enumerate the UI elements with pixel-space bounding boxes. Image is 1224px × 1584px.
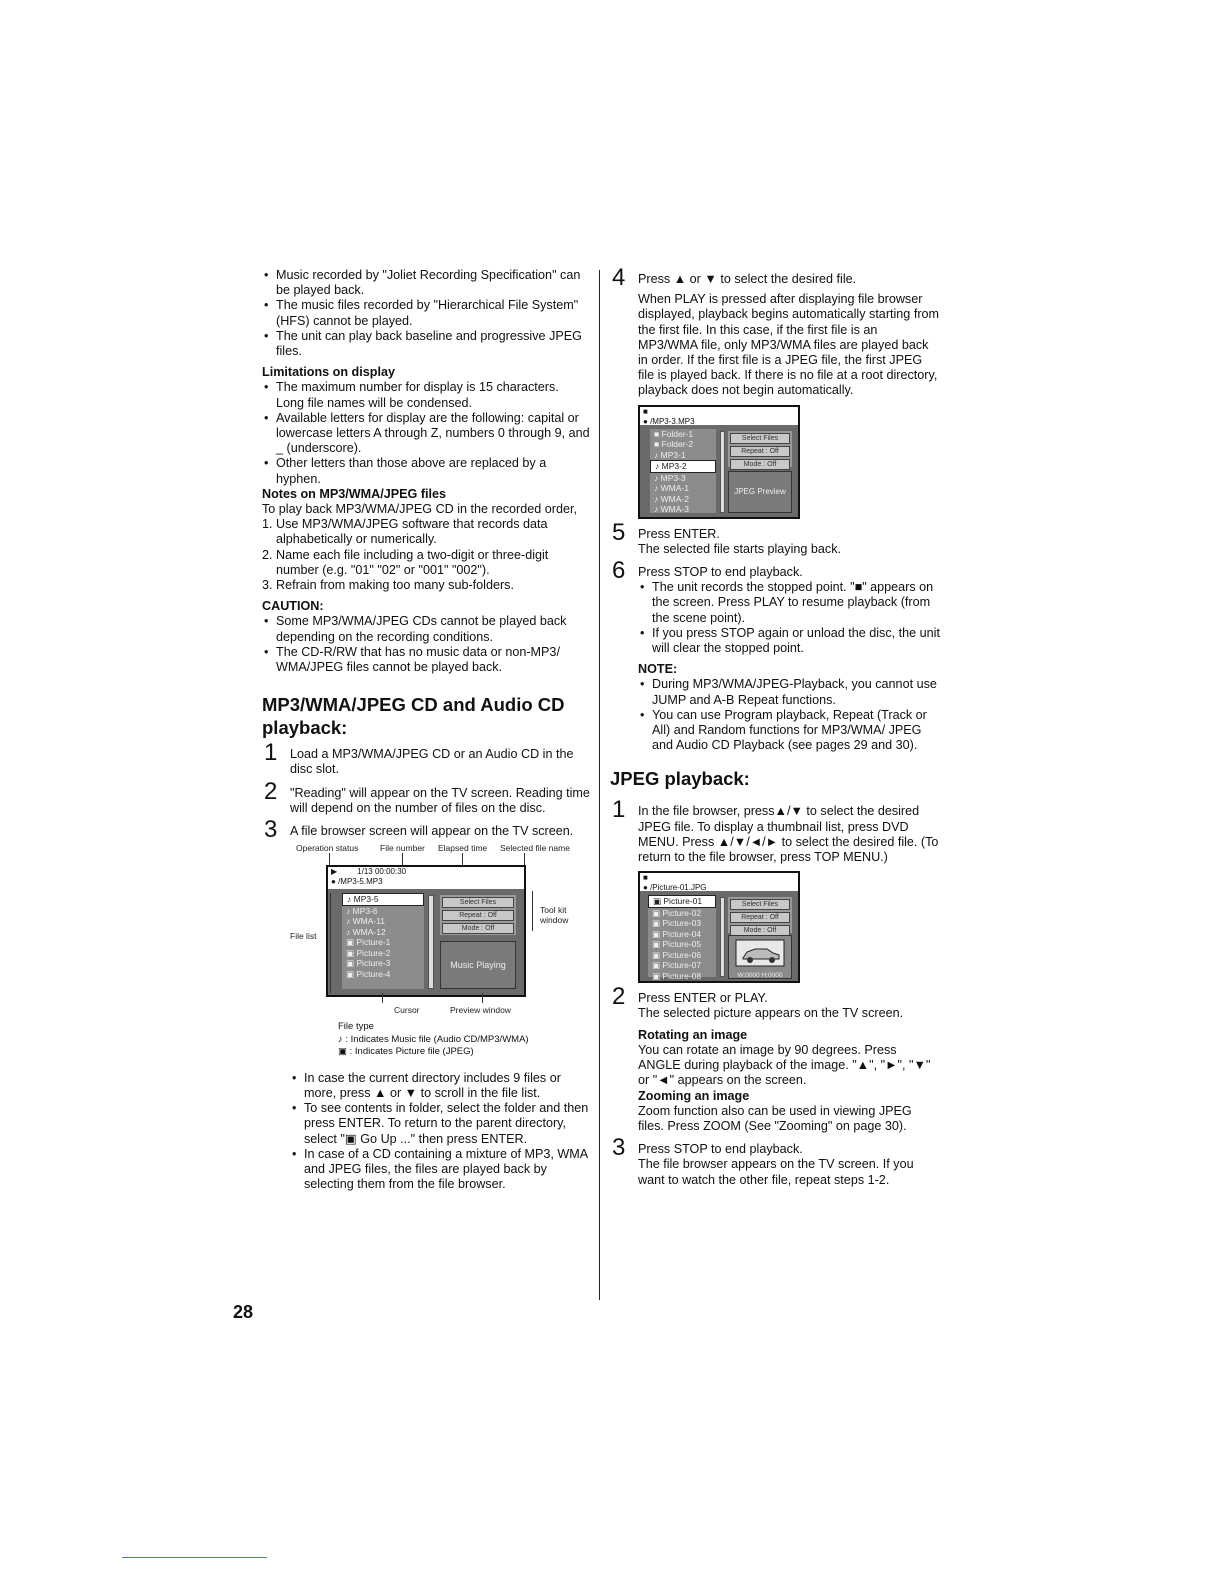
list-item: • Other letters than those above are replaced by a hyphen.	[262, 456, 590, 486]
list-item: • In case of a CD containing a mixture of MP3, WMA and JPEG files, the files are played back by selecting them from the file browser.	[290, 1147, 590, 1193]
file-type-music-text: : Indicates Music file (Audio CD/MP3/WMA)	[345, 1033, 529, 1045]
limits-bullets	[262, 380, 590, 486]
tool-kit-window	[440, 895, 516, 935]
note-heading: NOTE:	[638, 662, 678, 677]
item-text: Refrain from making too many sub-folders.	[276, 578, 514, 593]
tool-row[interactable]: Select Files	[442, 897, 514, 908]
file-type-heading: File type	[338, 1021, 374, 1033]
step-text: When PLAY is pressed after displaying file browser displayed, playback begins automatically starting from the first file. In this case, if the first file is an MP3/WMA file, only MP3/WMA files are played back in order. If the first file is a JPEG file, the first JPEG file is played back. If there is no file at a root directory, playback does not begin automatically.	[638, 292, 940, 398]
leader-line	[382, 993, 383, 1003]
left-column	[262, 268, 590, 1192]
step-number: 1	[264, 739, 278, 767]
list-item: • The maximum number for display is 15 characters. Long file names will be condensed.	[262, 380, 590, 410]
note-block	[610, 662, 940, 753]
picture-icon: ▣	[338, 1046, 347, 1058]
status-bar	[640, 873, 798, 891]
list-item	[262, 548, 590, 578]
item-number: 3.	[262, 578, 273, 593]
thumbnail-screen	[638, 871, 800, 983]
item-number: 2.	[262, 547, 273, 562]
section-title: MP3/WMA/JPEG CD and Audio CD playback:	[262, 694, 565, 739]
caution-heading: CAUTION:	[262, 599, 324, 614]
leader-line	[482, 993, 483, 1003]
list-item: • If you press STOP again or unload the disc, the unit will clear the stopped point.	[638, 626, 940, 656]
step-title: Press ENTER.	[638, 526, 720, 541]
list-item[interactable]: ▣ Picture-1	[346, 937, 391, 948]
tool-row[interactable]: Repeat : Off	[730, 912, 790, 923]
preview-window: Music Playing	[440, 941, 516, 989]
label-tool-kit-window: Tool kit window	[540, 905, 569, 926]
step6-bullets	[638, 580, 940, 656]
notes-list	[262, 517, 590, 593]
list-item[interactable]: ♪ WMA-12	[346, 926, 386, 937]
list-item[interactable]: ▣ Picture-02	[652, 907, 702, 918]
list-item[interactable]: ♪ MP3-2	[650, 460, 716, 473]
list-item	[262, 578, 590, 593]
file-list	[650, 429, 716, 513]
list-item[interactable]: ▣ Picture-2	[346, 947, 391, 958]
list-item[interactable]: ♪ WMA-11	[346, 916, 386, 927]
status-line: ■	[643, 406, 648, 416]
tool-row[interactable]: Repeat : Off	[730, 446, 790, 457]
file-browser-screen	[638, 405, 800, 519]
bracket-line	[330, 893, 331, 993]
label-file-list: File list	[290, 931, 317, 942]
status-filename: ● /Picture-01.JPG	[643, 883, 707, 893]
step-number: 3	[264, 816, 278, 844]
list-item: • To see contents in folder, select the folder and then press ENTER. To return to the parent directory, select "▣ Go Up ..." then press ENTER.	[290, 1101, 590, 1147]
status-filename: ● /MP3-3.MP3	[643, 416, 695, 426]
right-column	[610, 264, 940, 1188]
list-item[interactable]: ■ Folder-2	[654, 439, 694, 450]
list-item[interactable]: ♪ WMA-2	[654, 493, 689, 504]
step-text: The selected file starts playing back.	[638, 541, 842, 556]
step-4	[610, 264, 940, 399]
step-number: 5	[612, 518, 626, 546]
list-item: • The music files recorded by "Hierarchical File System" (HFS) cannot be played.	[262, 298, 590, 328]
limits-heading: Limitations on display	[262, 365, 395, 380]
file-list	[342, 893, 424, 989]
step-number: 1	[612, 796, 626, 824]
step-2	[262, 777, 590, 816]
step-title: Press STOP to end playback.	[638, 1142, 803, 1157]
list-item[interactable]: ▣ Picture-04	[652, 928, 702, 939]
step-title: Press STOP to end playback.	[638, 565, 803, 580]
step-text: A file browser screen will appear on the TV screen.	[290, 824, 574, 839]
list-item: • Music recorded by "Joliet Recording Specification" can be played back.	[262, 268, 590, 298]
list-item: • During MP3/WMA/JPEG-Playback, you cannot use JUMP and A-B Repeat functions.	[638, 677, 940, 707]
list-item[interactable]: ▣ Picture-06	[652, 949, 702, 960]
item-text: Name each file including a two-digit or three-digit number (e.g. "01" "02" or "001" "002").	[276, 547, 549, 577]
rotate-text: You can rotate an image by 90 degrees. Press ANGLE during playback of the image. "▲", "►", "▼" or "◄" appears on the screen.	[638, 1042, 931, 1088]
preview-window	[728, 935, 792, 979]
list-item[interactable]: ♪ MP3-3	[654, 472, 686, 483]
list-item[interactable]: ♪ WMA-3	[654, 504, 689, 515]
label-preview-window: Preview window	[450, 1005, 511, 1016]
zoom-heading: Zooming an image	[638, 1088, 750, 1103]
tool-kit-window	[728, 897, 792, 933]
status-file: /MP3-5.MP3	[338, 877, 383, 887]
jpeg-step-2	[610, 983, 940, 1134]
list-item[interactable]: ▣ Picture-07	[652, 960, 702, 971]
file-type-legend	[262, 1021, 590, 1059]
step-title: Press ▲ or ▼ to select the desired file.	[638, 272, 857, 286]
tool-row[interactable]: Mode : Off	[730, 459, 790, 470]
note-bullets	[638, 677, 940, 753]
bracket-line	[532, 891, 533, 931]
step-number: 3	[612, 1134, 626, 1162]
preview-caption: W:0000 H:0000	[737, 972, 783, 980]
list-item[interactable]: ▣ Picture-05	[652, 939, 702, 950]
label-file-number: File number	[380, 843, 425, 854]
status-filename: ● /MP3-5.MP3	[331, 877, 383, 887]
status-bar	[640, 407, 798, 425]
list-item[interactable]: ▣ Picture-3	[346, 958, 391, 969]
step-text: The file browser appears on the TV screen. If you want to watch the other file, repeat steps 1-2.	[638, 1157, 914, 1187]
item-text: Use MP3/WMA/JPEG software that records data alphabetically or numerically.	[276, 517, 548, 547]
status-counter: 1/13 00:00:30	[357, 867, 407, 877]
list-item: • The CD-R/RW that has no music data or non-MP3/ WMA/JPEG files cannot be played back.	[262, 645, 590, 675]
step-3	[262, 816, 590, 844]
tool-row[interactable]: Select Files	[730, 899, 790, 910]
list-item: • Some MP3/WMA/JPEG CDs cannot be played back depending on the recording conditions.	[262, 614, 590, 644]
tool-kit-window	[728, 431, 792, 467]
step-number: 2	[264, 777, 278, 805]
car-thumbnail-icon	[735, 939, 785, 967]
step-text: "Reading" will appear on the TV screen. Reading time will depend on the number of files on the disc.	[290, 785, 590, 815]
label-elapsed-time: Elapsed time	[438, 843, 488, 854]
list-item: • The unit records the stopped point. "■" appears on the screen. Press PLAY to resume playback (from the scene point).	[638, 580, 940, 626]
list-item[interactable]: ♪ MP3-5	[342, 893, 424, 906]
list-item[interactable]: ♪ WMA-1	[654, 483, 689, 494]
step-text: Load a MP3/WMA/JPEG CD or an Audio CD in the disc slot.	[290, 747, 574, 777]
step-5	[610, 518, 940, 557]
label-cursor: Cursor	[394, 1005, 420, 1016]
step-number: 6	[612, 557, 626, 585]
notes-heading: Notes on MP3/WMA/JPEG files	[262, 486, 447, 501]
scrollbar[interactable]	[720, 431, 725, 513]
status-bar	[328, 867, 524, 889]
list-item[interactable]: ▣ Picture-01	[648, 895, 716, 908]
list-item[interactable]: ■ Folder-1	[654, 428, 694, 439]
file-type-picture-text: : Indicates Picture file (JPEG)	[349, 1046, 474, 1058]
list-item[interactable]: ▣ Picture-08	[652, 970, 702, 981]
step-number: 4	[612, 264, 626, 291]
list-item	[262, 517, 590, 547]
tool-row[interactable]: Mode : Off	[442, 923, 514, 934]
list-item: • In case the current directory includes 9 files or more, press ▲ or ▼ to scroll in the file list.	[290, 1071, 590, 1101]
item-number: 1.	[262, 517, 273, 532]
notes-intro: To play back MP3/WMA/JPEG CD in the recorded order,	[262, 502, 577, 517]
footer-line	[122, 1557, 267, 1558]
file-browser-diagram	[262, 843, 590, 1021]
tool-row[interactable]: Select Files	[730, 433, 790, 444]
list-item: • Available letters for display are the following: capital or lowercase letters A through Z, numbers 0 through 9, and _ (underscore).	[262, 411, 590, 457]
file-type-music	[338, 1034, 590, 1047]
file-browser-screen	[326, 865, 526, 997]
column-divider	[599, 270, 600, 1300]
tool-row[interactable]: Repeat : Off	[442, 910, 514, 921]
label-selected-file-name: Selected file name	[500, 843, 570, 854]
step-title: Press ENTER or PLAY.	[638, 991, 768, 1006]
page-number: 28	[233, 1302, 254, 1322]
jpeg-step-3	[610, 1134, 940, 1188]
jpeg-step-1	[610, 796, 940, 865]
file-list	[648, 895, 716, 981]
step-6	[610, 557, 940, 656]
scrollbar[interactable]	[720, 897, 725, 977]
list-item: • The unit can play back baseline and progressive JPEG files.	[262, 329, 590, 359]
jpeg-section-title: JPEG playback:	[610, 768, 750, 790]
list-item[interactable]: ♪ MP3-1	[654, 449, 686, 460]
list-item[interactable]: ▣ Picture-03	[652, 918, 702, 929]
step-number: 2	[612, 983, 626, 1011]
list-item[interactable]: ♪ MP3-6	[346, 905, 378, 916]
intro-bullets	[262, 268, 590, 359]
step-text: The selected picture appears on the TV screen.	[638, 1006, 904, 1021]
tool-row[interactable]: Mode : Off	[730, 925, 790, 936]
caution-bullets	[262, 614, 590, 675]
step-text: In the file browser, press▲/▼ to select the desired JPEG file. To display a thumbnail list, press DVD MENU. Press ▲/▼/◄/► to select the desired file. (To return to the file browser, press TOP MENU.)	[638, 804, 939, 865]
step-1	[262, 739, 590, 777]
music-note-icon: ♪	[338, 1033, 343, 1045]
scrollbar[interactable]	[428, 895, 434, 989]
rotate-heading: Rotating an image	[638, 1027, 748, 1042]
list-item: • You can use Program playback, Repeat (Track or All) and Random functions for MP3/WMA/ JPEG and Audio CD Playback (see pages 29 and 30).	[638, 708, 940, 754]
label-operation-status: Operation status	[296, 843, 359, 854]
file-type-picture	[338, 1046, 590, 1059]
tail-bullets	[262, 1071, 590, 1193]
status-file: /Picture-01.JPG	[650, 883, 707, 893]
status-line: ■	[643, 873, 648, 883]
status-file: /MP3-3.MP3	[650, 416, 695, 426]
zoom-text: Zoom function also can be used in viewing JPEG files. Press ZOOM (See "Zooming" on page 30).	[638, 1103, 912, 1133]
list-item[interactable]: ▣ Picture-4	[346, 968, 391, 979]
preview-window: JPEG Preview	[728, 471, 792, 513]
status-line: ▶ 1/13 00:00:30	[331, 867, 407, 877]
